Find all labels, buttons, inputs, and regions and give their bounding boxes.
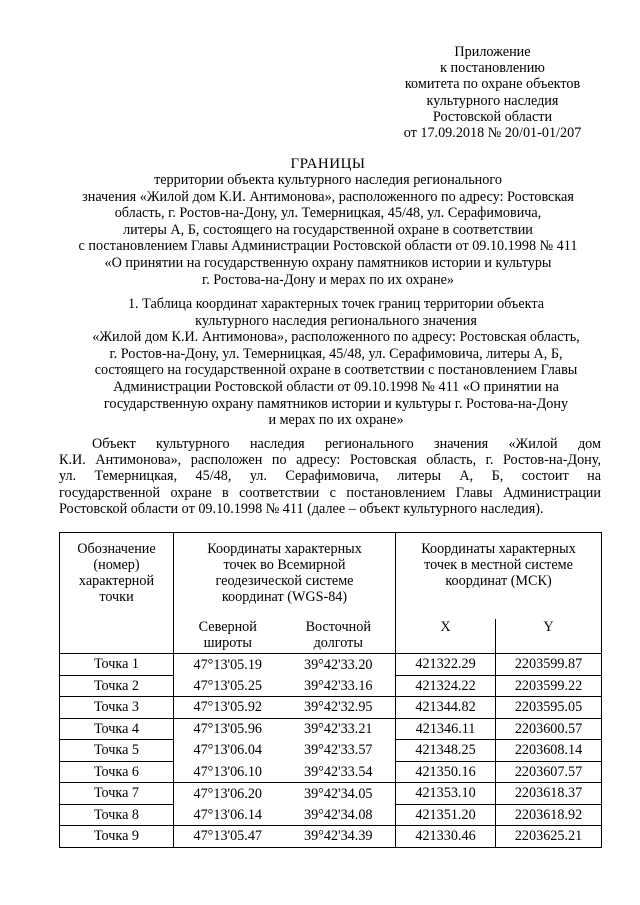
cell-point: Точка 1 bbox=[60, 654, 174, 676]
cell-latitude: 47°13'05.25 bbox=[174, 675, 282, 697]
subheader-lat bbox=[174, 619, 282, 654]
cell-x: 421322.29 bbox=[396, 654, 496, 676]
subtitle-line: территории объекта культурного наследия регионального bbox=[154, 172, 502, 188]
subheader-lon-line: долготы bbox=[313, 635, 363, 651]
cell-latitude: 47°13'06.10 bbox=[174, 761, 282, 783]
table-row bbox=[60, 697, 602, 719]
header-point-line: характерной bbox=[78, 573, 155, 589]
subtitle-line: значения «Жилой дом К.И. Антимонова», расположенного по адресу: Ростовская bbox=[82, 188, 574, 205]
table-subheader-row bbox=[60, 619, 602, 654]
header-msk-line: Координаты характерных bbox=[421, 541, 576, 557]
cell-point: Точка 2 bbox=[60, 675, 174, 697]
appendix-line: комитета по охране объектов bbox=[404, 76, 581, 93]
cell-point: Точка 7 bbox=[60, 783, 174, 805]
cell-latitude: 47°13'05.47 bbox=[174, 826, 282, 848]
section-title-line: 1. Таблица координат характерных точек границ территории объекта bbox=[127, 296, 545, 312]
header-point bbox=[60, 533, 174, 620]
cell-x: 421330.46 bbox=[396, 826, 496, 848]
appendix-line: культурного наследия bbox=[426, 92, 559, 109]
table-row bbox=[60, 761, 602, 783]
cell-longitude: 39°42'33.20 bbox=[303, 656, 373, 673]
header-wgs-line: координат (WGS-84) bbox=[221, 589, 348, 605]
document-subtitle bbox=[20, 172, 636, 288]
cell-y: 2203599.87 bbox=[496, 654, 602, 676]
section-title bbox=[56, 296, 616, 429]
cell-x: 421324.22 bbox=[396, 675, 496, 697]
header-wgs-line: точек во Всемирной bbox=[223, 557, 346, 573]
table-body bbox=[60, 654, 602, 848]
cell-longitude: 39°42'34.39 bbox=[282, 826, 396, 848]
coordinates-table bbox=[59, 532, 602, 848]
cell-longitude: 39°42'33.16 bbox=[282, 675, 396, 697]
table-header-row bbox=[60, 533, 602, 620]
table-row bbox=[60, 804, 602, 826]
cell-point: Точка 6 bbox=[60, 761, 174, 783]
cell-latitude: 47°13'06.20 bbox=[193, 785, 263, 802]
intro-line: ул. Темерницкая, 45/48, ул. Серафимовича, литеры А, Б, состоит на bbox=[59, 468, 601, 485]
cell-y: 2203607.57 bbox=[496, 761, 602, 783]
subheader-point-empty bbox=[60, 619, 174, 654]
appendix-block bbox=[370, 44, 615, 141]
table-row bbox=[60, 783, 602, 805]
appendix-line: Ростовской области bbox=[432, 108, 553, 125]
cell-longitude: 39°42'34.08 bbox=[282, 804, 396, 826]
subheader-lon bbox=[282, 619, 396, 654]
section-title-line: состоящего на государственной охране в соответствии с постановлением Главы bbox=[94, 362, 578, 379]
section-title-line: г. Ростов-на-Дону, ул. Темерницкая, 45/48, ул. Серафимовича, литеры А, Б, bbox=[109, 345, 563, 362]
cell-y: 2203595.05 bbox=[496, 697, 602, 719]
header-msk-line: координат (МСК) bbox=[445, 573, 552, 589]
header-point-line: точки bbox=[99, 589, 134, 605]
cell-longitude: 39°42'33.21 bbox=[303, 721, 373, 737]
cell-latitude: 47°13'05.96 bbox=[193, 721, 263, 737]
table-row bbox=[60, 826, 602, 848]
cell-y: 2203608.14 bbox=[496, 740, 602, 762]
cell-longitude: 39°42'34.05 bbox=[303, 785, 373, 802]
cell-x: 421344.82 bbox=[396, 697, 496, 719]
section-title-line: Администрации Ростовской области от 09.10.1998 № 411 «О принятии на bbox=[113, 378, 559, 395]
cell-y: 2203618.92 bbox=[496, 804, 602, 826]
intro-paragraph bbox=[59, 436, 601, 517]
cell-point: Точка 3 bbox=[60, 697, 174, 719]
header-point-line: (номер) bbox=[93, 557, 140, 573]
cell-x: 421348.25 bbox=[396, 740, 496, 762]
subheader-lon-line: Восточной bbox=[305, 619, 371, 635]
cell-y: 2203618.37 bbox=[496, 783, 602, 805]
intro-line: Ростовской области от 09.10.1998 № 411 (далее – объект культурного наследия). bbox=[59, 500, 544, 517]
cell-point: Точка 8 bbox=[60, 804, 174, 826]
header-point-line: Обозначение bbox=[77, 541, 156, 557]
cell-longitude: 39°42'32.95 bbox=[282, 697, 396, 719]
appendix-line: к постановлению bbox=[440, 60, 545, 77]
cell-y: 2203599.22 bbox=[496, 675, 602, 697]
table-row bbox=[60, 654, 602, 676]
header-msk-line: точек в местной системе bbox=[424, 557, 573, 573]
header-wgs-line: геодезической системе bbox=[215, 573, 354, 589]
cell-latitude: 47°13'05.92 bbox=[174, 697, 282, 719]
intro-line: Объект культурного наследия регионального значения «Жилой дом bbox=[92, 436, 601, 452]
header-wgs bbox=[174, 533, 396, 620]
cell-x: 421353.10 bbox=[396, 783, 496, 805]
section-title-line: культурного наследия регионального значения bbox=[195, 312, 477, 329]
cell-longitude: 39°42'33.57 bbox=[303, 742, 373, 759]
cell-point: Точка 9 bbox=[60, 826, 174, 848]
intro-line: государственной охране в соответствии с постановлением Главы Администрации bbox=[59, 484, 601, 501]
cell-y: 2203625.21 bbox=[496, 826, 602, 848]
cell-y: 2203600.57 bbox=[496, 718, 602, 740]
appendix-line: от 17.09.2018 № 20/01-01/207 bbox=[403, 125, 582, 142]
appendix-line: Приложение bbox=[454, 44, 531, 60]
cell-point: Точка 4 bbox=[60, 718, 174, 740]
header-wgs-line: Координаты характерных bbox=[207, 541, 362, 557]
header-msk bbox=[396, 533, 602, 620]
table-row bbox=[60, 718, 602, 740]
subheader-lat-line: широты bbox=[203, 635, 252, 651]
subtitle-line: «О принятии на государственную охрану памятников истории и культуры bbox=[104, 254, 552, 271]
subtitle-line: с постановлением Главы Администрации Ростовской области от 09.10.1998 № 411 bbox=[78, 238, 578, 255]
cell-x: 421350.16 bbox=[396, 761, 496, 783]
cell-latitude: 47°13'06.04 bbox=[193, 742, 263, 759]
subtitle-line: г. Ростова-на-Дону и мерах по их охране» bbox=[202, 271, 454, 288]
cell-latitude: 47°13'06.14 bbox=[174, 804, 282, 826]
cell-x: 421351.20 bbox=[396, 804, 496, 826]
table-row bbox=[60, 675, 602, 697]
subheader-lat-line: Северной bbox=[198, 619, 257, 635]
section-title-line: и мерах по их охране» bbox=[268, 412, 404, 429]
subtitle-line: область, г. Ростов-на-Дону, ул. Темерницкая, 45/48, ул. Серафимовича, bbox=[114, 205, 542, 222]
cell-point: Точка 5 bbox=[60, 740, 174, 762]
cell-x: 421346.11 bbox=[396, 718, 496, 740]
subheader-x: X bbox=[396, 619, 496, 654]
subtitle-line: литеры А, Б, состоящего на государственной охране в соответствии bbox=[123, 221, 533, 238]
section-title-line: государственную охрану памятников истории и культуры г. Ростова-на-Дону bbox=[103, 395, 569, 412]
subheader-y: Y bbox=[496, 619, 602, 654]
cell-latitude: 47°13'05.19 bbox=[193, 656, 263, 673]
document-heading: ГРАНИЦЫ bbox=[290, 156, 366, 172]
cell-longitude: 39°42'33.54 bbox=[282, 761, 396, 783]
table-row bbox=[60, 740, 602, 762]
intro-line: К.И. Антимонова», расположен по адресу: Ростовская область, г. Ростов-на-Дону, bbox=[59, 452, 601, 469]
section-title-line: «Жилой дом К.И. Антимонова», расположенного по адресу: Ростовская область, bbox=[92, 329, 580, 346]
